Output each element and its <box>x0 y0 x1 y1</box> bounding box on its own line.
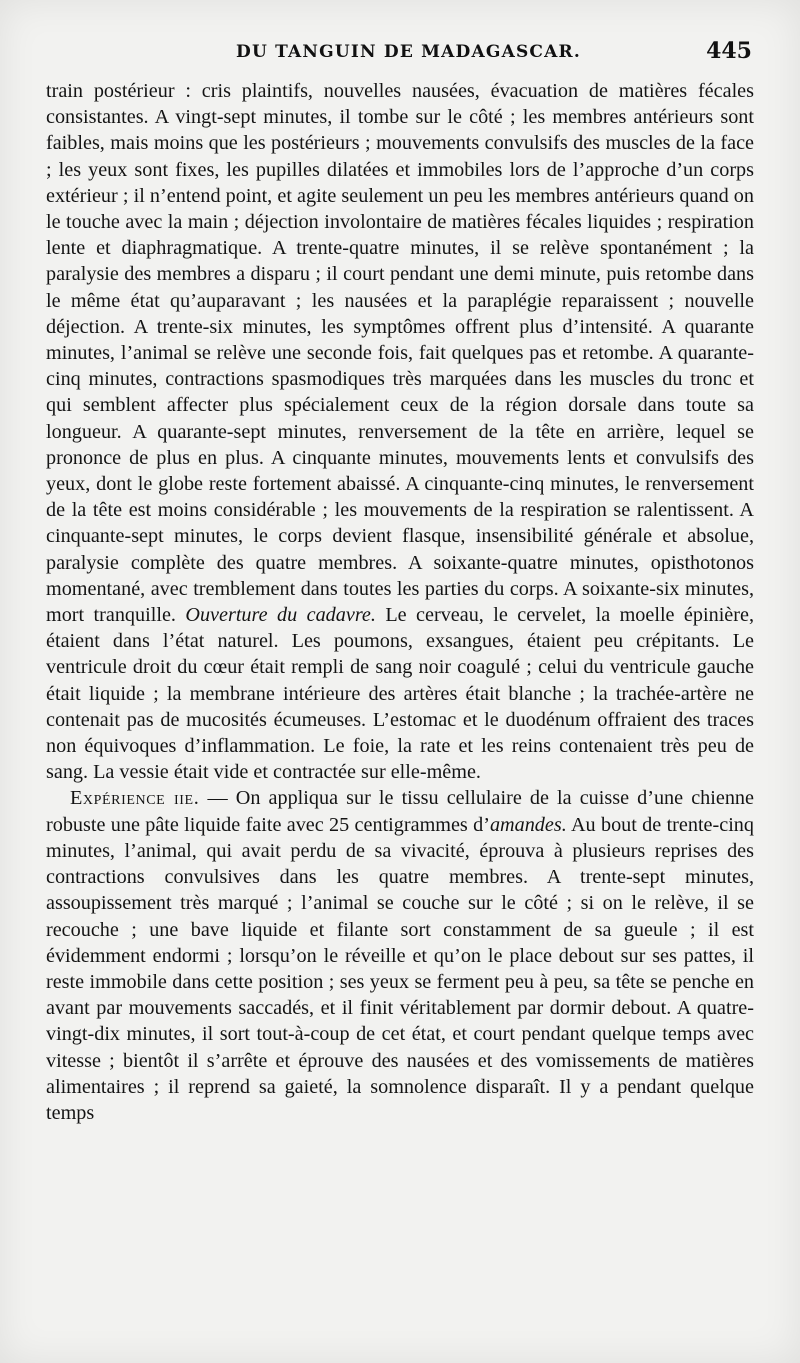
page-body <box>46 78 754 1126</box>
paragraph-text: Le cerveau, le cervelet, la moelle épinière, étaient dans l’état naturel. Les poumons, exsangues, étaient peu crépitants. Le ventricule droit du cœur était rempli de sang noir coagulé ; celui du ventricule gauche était liquide ; la membrane intérieure des artères était blanche ; la trachée-artère ne contenait pas de mucosités écumeuses. L’estomac et le duodénum offraient des traces non équivoques d’inflammation. Le foie, la rate et les reins contenaient très peu de sang. La vessie était vide et contractée sur elle-même. <box>46 604 754 784</box>
experiment-label: Expérience iie. <box>70 787 200 810</box>
paragraph-experiment <box>46 785 754 1126</box>
page-header <box>46 38 756 68</box>
paragraph-text: train postérieur : cris plaintifs, nouvelles nausées, évacuation de matières fécales consistantes. A vingt-sept minutes, il tombe sur le côté ; les membres antérieurs sont faibles, mais moins que les postérieurs ; mouvements convulsifs des muscles de la face ; les yeux sont fixes, les pupilles dilatées et immobiles lors de l’approche d’un corps extérieur ; il n’entend point, et agite seulement un peu les membres antérieurs quand on le touche avec la main ; déjection involontaire de matières fécales liquides ; respiration lente et diaphragmatique. A trente-quatre minutes, il se relève spontanément ; la paralysie des membres a disparu ; il court pendant une demi minute, puis retombe dans le même état qu’auparavant ; les nausées et la paraplégie reparaissent ; nouvelle déjection. A trente-six minutes, les symptômes offrent plus d’intensité. A quarante minutes, l’animal se relève une seconde fois, fait quelques pas et retombe. A quarante-cinq minutes, contractions spasmodiques très marquées dans les muscles du tronc et qui semblent affecter plus spécialement ceux de la région dorsale dans toute sa longueur. A quarante-sept minutes, renversement de la tête en arrière, lequel se prononce de plus en plus. A cinquante minutes, mouvements lents et convulsifs des yeux, dont le globe reste fortement abaissé. A cinquante-cinq minutes, le renversement de la tête est moins considérable ; les mouvements de la respiration se ralentissent. A cinquante-sept minutes, le corps devient flasque, insensibilité générale et absolue, paralysie complète des quatre membres. A soixante-quatre minutes, opisthotonos momentané, avec tremblement dans toutes les parties du corps. A soixante-six minutes, mort tranquille. <box>46 80 754 627</box>
italic-term: amandes. <box>489 813 567 836</box>
running-head: DU TANGUIN DE MADAGASCAR. <box>236 42 581 62</box>
page-number: 445 <box>706 38 752 64</box>
italic-heading: Ouverture du cadavre. <box>185 604 376 627</box>
paragraph-text: Au bout de trente-cinq minutes, l’animal, qui avait perdu de sa vivacité, éprouva à plusieurs reprises des contractions convulsives dans les quatre membres. A trente-sept minutes, assoupissement très marqué ; l’animal se couche sur le côté ; si on le relève, il se recouche ; une bave liquide et filante sort constamment de sa gueule ; il est évidemment endormi ; lorsqu’on le réveille et qu’on le place debout sur ses pattes, il reste immobile dans cette position ; ses yeux se ferment peu à peu, sa tête se penche en avant par mouvements saccadés, et il finit véritablement par dormir debout. A quatre-vingt-dix minutes, il sort tout-à-coup de cet état, et court pendant quelque temps avec vitesse ; bientôt il s’arrête et éprouve des nausées et des vomissements de matières alimentaires ; il reprend sa gaieté, la somnolence disparaît. Il y a pendant quelque temps <box>46 813 754 1124</box>
paragraph-text: — On appliqua sur le tissu cellulaire de la cuisse d’une chienne robuste une pâte liquide faite avec 25 centigrammes d’ <box>46 787 754 836</box>
paragraph-observation <box>46 78 754 785</box>
